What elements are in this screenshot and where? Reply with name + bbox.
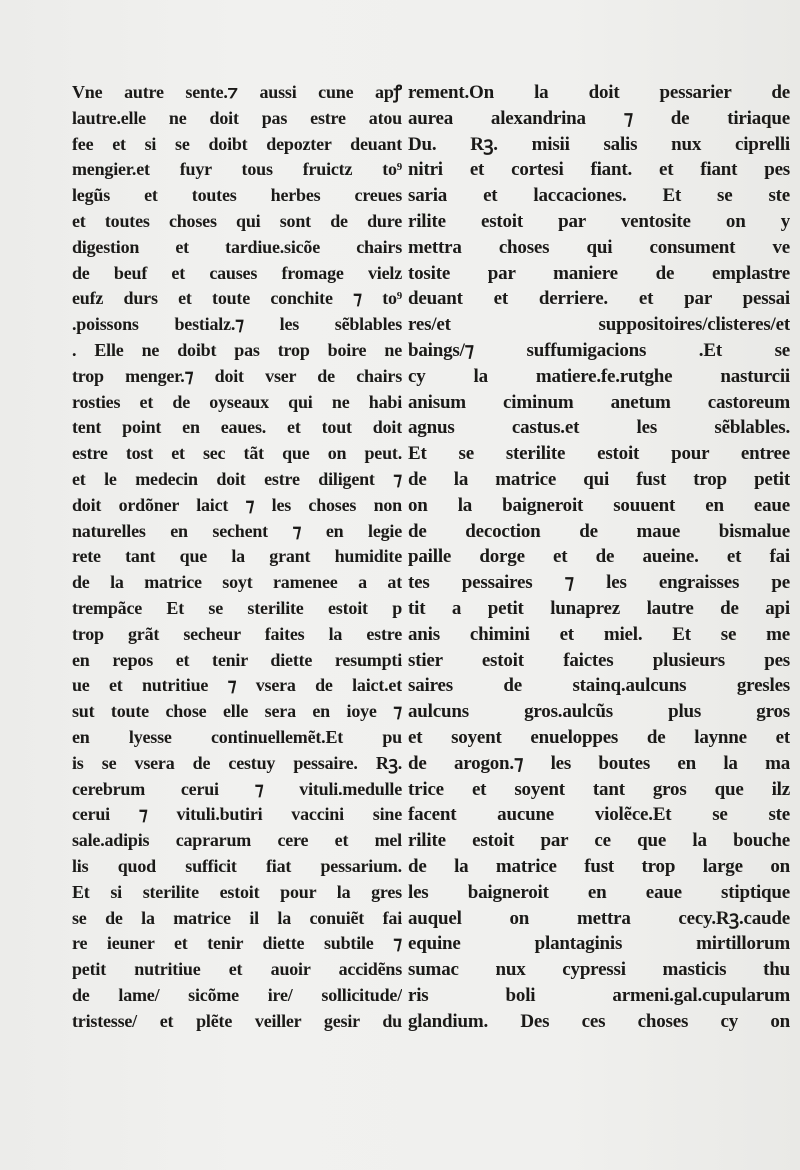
text-line: tosite par maniere de emplastre: [408, 262, 790, 284]
text-line: ris boli armeni.gal.cupularum: [408, 984, 790, 1006]
text-line: doit ordõner laict ⁊ les choses non: [72, 494, 402, 515]
text-line: de arogon.⁊ les boutes en la ma: [408, 752, 790, 774]
right-text-column: [408, 80, 790, 1034]
text-line: trop menger.⁊ doit vser de chairs: [72, 365, 402, 386]
text-line: nitri et cortesi fiant. et fiant pes: [408, 159, 790, 181]
text-line: estre tost et sec tãt que on peut.: [72, 443, 402, 464]
text-line: lis quod sufficit fiat pessarium.: [72, 855, 402, 876]
text-line: de la matrice soyt ramenee a at: [72, 572, 402, 593]
text-line: paille dorge et de aueine. et fai: [408, 546, 790, 568]
text-line: equine plantaginis mirtillorum: [408, 933, 790, 955]
text-line: tit a petit lunaprez lautre de api: [408, 597, 790, 619]
text-line: trice et soyent tant gros que ilz: [408, 778, 790, 800]
text-line: auquel on mettra cecy.Rꝫ.caude: [408, 907, 790, 929]
text-line: et soyent enueloppes de laynne et: [408, 726, 790, 748]
text-line: de la matrice qui fust trop petit: [408, 468, 790, 490]
text-line: tristesse/ et plẽte veiller gesir du: [72, 1010, 402, 1031]
text-line: saria et laccaciones. Et se ste: [408, 185, 790, 207]
text-line: et le medecin doit estre diligent ⁊: [72, 468, 402, 489]
text-line: en repos et tenir diette resumpti: [72, 649, 402, 670]
text-line: de la matrice fust trop large on: [408, 855, 790, 877]
text-line: rilite estoit par ce que la bouche: [408, 830, 790, 852]
text-line: on la baigneroit souuent en eaue: [408, 494, 790, 516]
text-line: sut toute chose elle sera en ioye ⁊: [72, 701, 402, 722]
text-line: rosties et de oyseaux qui ne habi: [72, 391, 402, 412]
text-line: en lyesse continuellemẽt.Et pu: [72, 726, 402, 747]
text-line: re ieuner et tenir diette subtile ⁊: [72, 933, 402, 954]
text-line: trempãce Et se sterilite estoit p: [72, 597, 402, 618]
text-line: sumac nux cypressi masticis thu: [408, 959, 790, 981]
text-line: les baigneroit en eaue stiptique: [408, 881, 790, 903]
left-text-column: [72, 80, 402, 1034]
text-line: Et se sterilite estoit pour entree: [408, 443, 790, 465]
text-line: .poissons bestialz.⁊ les sẽblables: [72, 314, 402, 335]
text-line: de lame/ sicõme ire/ sollicitude/: [72, 984, 402, 1005]
text-line: stier estoit faictes plusieurs pes: [408, 649, 790, 671]
text-line: legũs et toutes herbes creues: [72, 185, 402, 206]
text-line: de beuf et causes fromage vielz: [72, 262, 402, 283]
text-line: lautre.elle ne doit pas estre atou: [72, 107, 402, 128]
text-line: rilite estoit par ventosite on y: [408, 210, 790, 232]
text-line: tent point en eaues. et tout doit: [72, 417, 402, 438]
text-line: deuant et derriere. et par pessai: [408, 288, 790, 310]
text-line: aurea alexandrina ⁊ de tiriaque: [408, 107, 790, 129]
text-line: sale.adipis caprarum cere et mel: [72, 830, 402, 851]
text-line: et toutes choses qui sont de dure: [72, 210, 402, 231]
text-line: anis chimini et miel. Et se me: [408, 623, 790, 645]
text-line: res/et suppositoires/clisteres/et: [408, 314, 790, 336]
text-line: . Elle ne doibt pas trop boire ne: [72, 339, 402, 360]
text-line: eufz durs et toute conchite ⁊ to⁹: [72, 288, 402, 309]
text-line: mengier.et fuyr tous fruictz to⁹: [72, 159, 402, 180]
text-line: is se vsera de cestuy pessaire. Rꝫ.: [72, 752, 402, 773]
text-line: agnus castus.et les sẽblables.: [408, 417, 790, 439]
text-line: cerui ⁊ vituli.butiri vaccini sine: [72, 804, 402, 825]
text-line: cy la matiere.fe.rutghe nasturcii: [408, 365, 790, 387]
text-line: anisum ciminum anetum castoreum: [408, 391, 790, 413]
text-line: trop grãt secheur faites la estre: [72, 623, 402, 644]
text-line: baings/⁊ suffumigacions .Et se: [408, 339, 790, 361]
text-line: petit nutritiue et auoir accidẽns: [72, 959, 402, 980]
text-line: se de la matrice il la conuiẽt fai: [72, 907, 402, 928]
text-line: de decoction de maue bismalue: [408, 520, 790, 542]
text-line: glandium. Des ces choses cy on: [408, 1010, 790, 1032]
text-line: cerebrum cerui ⁊ vituli.medulle: [72, 778, 402, 799]
text-line: aulcuns gros.aulcũs plus gros: [408, 701, 790, 723]
text-line: fee et si se doibt depozter deuant: [72, 133, 402, 154]
text-line: Du. Rꝫ. misii salis nux ciprelli: [408, 133, 790, 155]
text-line: tes pessaires ⁊ les engraisses pe: [408, 572, 790, 594]
text-line: naturelles en sechent ⁊ en legie: [72, 520, 402, 541]
text-line: digestion et tardiue.sicõe chairs: [72, 236, 402, 257]
text-line: facent aucune violẽce.Et se ste: [408, 804, 790, 826]
text-line: rement.On la doit pessarier de: [408, 82, 790, 103]
text-line: mettra choses qui consument ve: [408, 236, 790, 258]
text-line: rete tant que la grant humidite: [72, 546, 402, 567]
text-line: Vne autre sente.⁊ aussi cune apꝭ: [72, 82, 402, 102]
text-line: ue et nutritiue ⁊ vsera de laict.et: [72, 675, 402, 696]
text-line: saires de stainq.aulcuns gresles: [408, 675, 790, 697]
text-line: Et si sterilite estoit pour la gres: [72, 881, 402, 902]
